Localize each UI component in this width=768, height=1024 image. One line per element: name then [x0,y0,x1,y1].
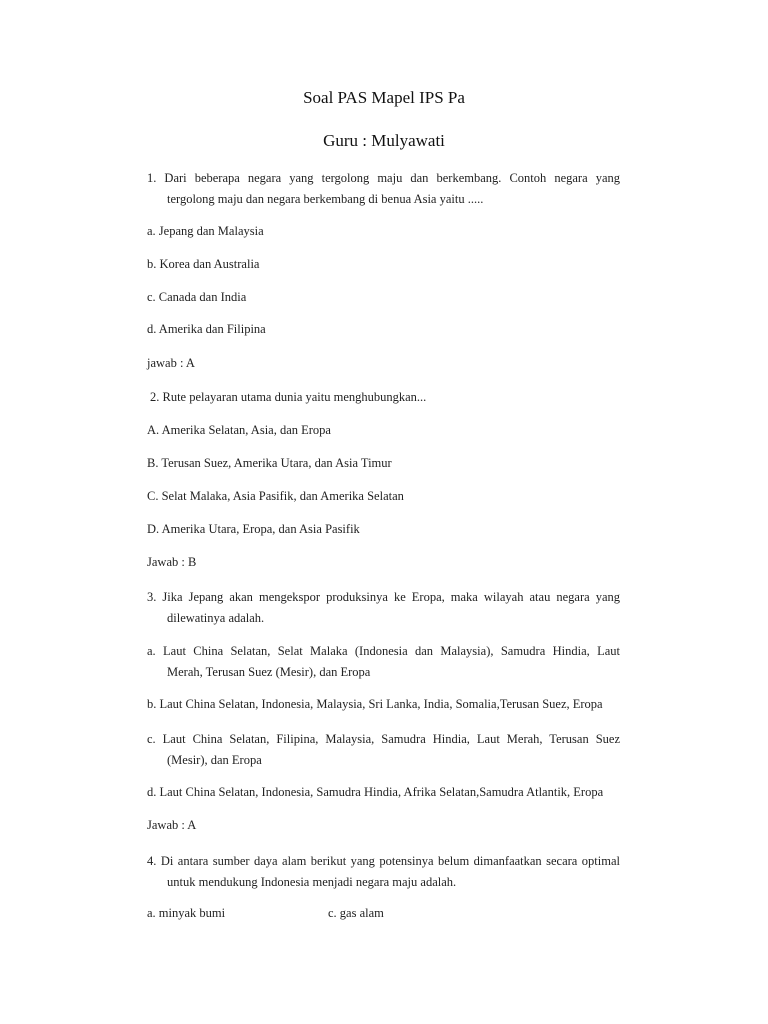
question-4-line-1: 4. Di antara sumber daya alam berikut yang potensinya belum dimanfaatkan secara optimal [147,854,620,868]
question-3-option-c-line-2: (Mesir), dan Eropa [167,753,262,767]
question-3-option-b: b. Laut China Selatan, Indonesia, Malaysia, Sri Lanka, India, Somalia,Terusan Suez, Eropa [147,697,603,711]
question-3-option-a-line-2: Merah, Terusan Suez (Mesir), dan Eropa [167,665,371,679]
question-1-option-a: a. Jepang dan Malaysia [147,224,264,238]
document-title: Soal PAS Mapel IPS Pa [303,88,465,107]
question-3-option-a-line-1: a. Laut China Selatan, Selat Malaka (Indonesia dan Malaysia), Samudra Hindia, Laut [147,644,620,658]
question-3-option-a [147,641,620,683]
question-3 [147,587,620,629]
question-2-option-b: B. Terusan Suez, Amerika Utara, dan Asia Timur [147,456,392,470]
question-1-line-1: 1. Dari beberapa negara yang tergolong maju dan berkembang. Contoh negara yang [147,171,620,185]
question-1 [147,168,620,210]
question-3-option-d: d. Laut China Selatan, Indonesia, Samudra Hindia, Afrika Selatan,Samudra Atlantik, Eropa [147,785,604,799]
question-3-option-c [147,729,620,771]
question-1-answer: jawab : A [147,356,195,370]
question-4-line-2: untuk mendukung Indonesia menjadi negara maju adalah. [167,875,457,889]
question-3-answer: Jawab : A [147,818,197,832]
question-3-option-c-line-1: c. Laut China Selatan, Filipina, Malaysia, Samudra Hindia, Laut Merah, Terusan Suez [147,732,620,746]
question-3-line-2: dilewatinya adalah. [167,611,265,625]
teacher-name: Guru : Mulyawati [323,131,445,150]
question-2-option-a: A. Amerika Selatan, Asia, dan Eropa [147,423,331,437]
question-2-answer: Jawab : B [147,555,197,569]
question-4-option-a: a. minyak bumi [147,906,226,920]
question-2-option-d: D. Amerika Utara, Eropa, dan Asia Pasifik [147,522,360,536]
question-1-option-c: c. Canada dan India [147,290,247,304]
question-2-option-c: C. Selat Malaka, Asia Pasifik, dan Amerika Selatan [147,489,404,503]
question-4-option-c: c. gas alam [328,906,384,920]
question-4 [147,851,620,893]
question-1-option-d: d. Amerika dan Filipina [147,322,266,336]
question-2: 2. Rute pelayaran utama dunia yaitu menghubungkan... [150,390,427,404]
question-1-option-b: b. Korea dan Australia [147,257,260,271]
question-3-line-1: 3. Jika Jepang akan mengekspor produksinya ke Eropa, maka wilayah atau negara yang [147,590,620,604]
question-1-line-2: tergolong maju dan negara berkembang di benua Asia yaitu ..... [167,192,484,206]
